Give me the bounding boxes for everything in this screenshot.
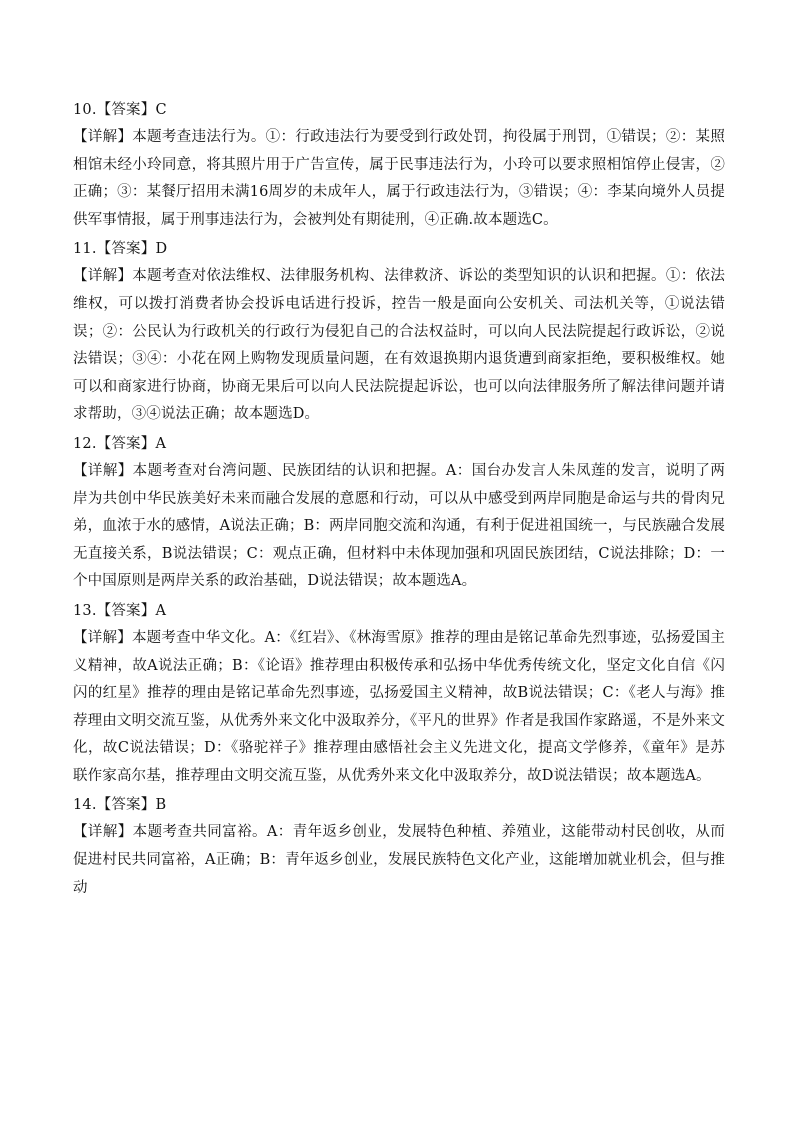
question-11	[73, 235, 725, 429]
answer-document	[73, 96, 725, 903]
question-13	[73, 597, 725, 791]
answer-explanation: 【详解】本题考查对依法维权、法律服务机构、法律救济、诉讼的类型知识的认识和把握。①：依法维权，可以拨打消费者协会投诉电话进行投诉，控告一般是面向公安机关、司法机关等，①说法错误；②：公民认为行政机关的行政行为侵犯自己的合法权益时，可以向人民法院提起行政诉讼，②说法错误；③④：小花在网上购物发现质量问题，在有效退换期内退货遭到商家拒绝，要积极维权。她可以和商家进行协商，协商无果后可以向人民法院提起诉讼，也可以向法律服务所了解法律问题并请求帮助，③④说法正确；故本题选D。	[73, 268, 725, 423]
question-12	[73, 430, 725, 596]
answer-explanation: 【详解】本题考查中华文化。A：《红岩》、《林海雪原》推荐的理由是铭记革命先烈事迹，弘扬爱国主义精神，故A说法正确；B：《论语》推荐理由积极传承和弘扬中华优秀传统文化，坚定文化自信《闪闪的红星》推荐的理由是铭记革命先烈事迹，弘扬爱国主义精神，故B说法错误；C：《老人与海》推荐理由文明交流互鉴，从优秀外来文化中汲取养分，《平凡的世界》作者是我国作家路遥，不是外来文化，故C说法错误；D：《骆驼祥子》推荐理由感悟社会主义先进文化，提高文学修养，《童年》是苏联作家高尔基，推荐理由文明交流互鉴，从优秀外来文化中汲取养分，故D说法错误；故本题选A。	[73, 629, 725, 784]
answer-explanation: 【详解】本题考查对台湾问题、民族团结的认识和把握。A：国台办发言人朱凤莲的发言，说明了两岸为共创中华民族美好未来而融合发展的意愿和行动，可以从中感受到两岸同胞是命运与共的骨肉兄弟，血浓于水的感情，A说法正确；B：两岸同胞交流和沟通，有利于促进祖国统一，与民族融合发展无直接关系，B说法错误；C：观点正确，但材料中未体现加强和巩固民族团结，C说法排除；D：一个中国原则是两岸关系的政治基础，D说法错误；故本题选A。	[73, 462, 725, 590]
answer-explanation: 【详解】本题考查共同富裕。A：青年返乡创业，发展特色种植、养殖业，这能带动村民创收，从而促进村民共同富裕，A正确；B：青年返乡创业，发展民族特色文化产业，这能增加就业机会，但与推动	[73, 824, 725, 896]
answer-heading: 12.【答案】A	[73, 435, 167, 452]
answer-heading: 10.【答案】C	[73, 102, 167, 118]
question-10	[73, 96, 725, 234]
answer-heading: 11.【答案】D	[73, 241, 168, 258]
answer-heading: 14.【答案】B	[73, 797, 167, 814]
question-14	[73, 791, 725, 902]
answer-explanation: 【详解】本题考查违法行为。①：行政违法行为要受到行政处罚，拘役属于刑罚，①错误；②：某照相馆未经小玲同意，将其照片用于广告宣传，属于民事违法行为，小玲可以要求照相馆停止侵害，②正确；③：某餐厅招用未满16周岁的未成年人，属于行政违法行为，③错误；④：李某向境外人员提供军事情报，属于刑事违法行为，会被判处有期徒刑，④正确.故本题选C。	[73, 129, 725, 228]
answer-heading: 13.【答案】A	[73, 602, 167, 619]
